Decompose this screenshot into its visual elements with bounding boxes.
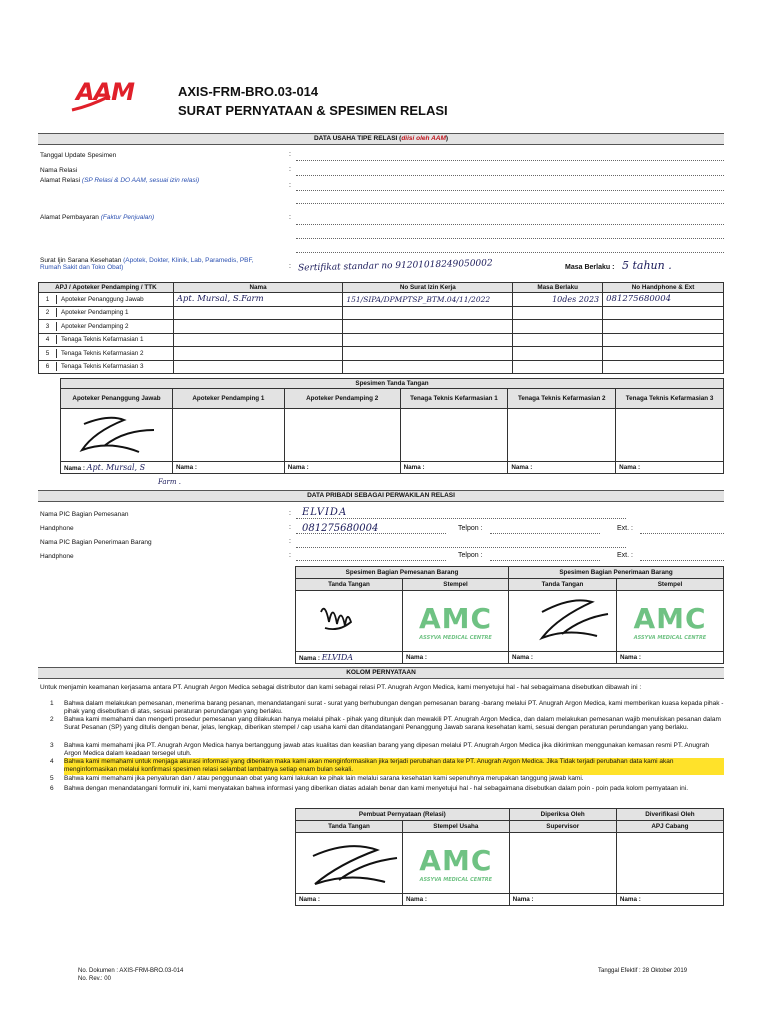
label-alamat-relasi: Alamat Relasi (SP Relasi & DO AAM, sesuai izin relasi) [40, 177, 200, 184]
input-ext[interactable] [640, 533, 724, 534]
table-row: 1 Apoteker Penanggung Jawab Apt. Mursal, S.Farm 151/SIPA/DPMPTSP_BTM.04/11/2022 10des 2023 081275680004 [39, 293, 724, 307]
footer-effective: Tanggal Efektif : 28 Oktober 2019 [598, 968, 688, 974]
input-alamat-pembayaran-3[interactable] [296, 252, 724, 253]
signature-mark [299, 592, 399, 648]
cell-sik[interactable] [343, 306, 513, 320]
label-handphone: Handphone [40, 525, 74, 532]
form-code: AXIS-FRM-BRO.03-014 [178, 84, 319, 99]
label-pic-penerimaan: Nama PIC Bagian Penerimaan Barang [40, 539, 152, 546]
label-surat-izin: Surat Ijin Sarana Kesehatan (Apotek, Dokter, Klinik, Lab, Paramedis, PBF, Rumah Sakit dan Toko Obat) [40, 257, 254, 271]
col-apj: APJ / Apoteker Pendamping / TTK [39, 283, 174, 293]
cell-sik[interactable]: 151/SIPA/DPMPTSP_BTM.04/11/2022 [343, 293, 513, 307]
pic-spesimen-table: Spesimen Bagian Pemesanan Barang Spesimen Bagian Penerimaan Barang Tanda Tangan Stempel Tanda Tangan Stempel AMC ASSYVA MEDICAL CENTRE AMC ASSYVA MEDICAL CENTRE Nama : ELVIDA Nama : Nama : Nama : [295, 566, 724, 664]
cell-hp[interactable] [603, 320, 724, 334]
cell-sik[interactable] [343, 360, 513, 374]
aam-logo [70, 80, 150, 110]
pernyataan-sign-table: Pembuat Pernyataan (Relasi) Diperiksa Oleh Diverifikasi Oleh Tanda Tangan Stempel Usaha Supervisor APJ Cabang AMC ASSYVA MEDICAL CENTRE Nama : Nama : Nama : Nama : [295, 808, 724, 906]
input-alamat-pembayaran-2[interactable] [296, 238, 724, 239]
cell-nama[interactable] [173, 347, 343, 361]
pernyataan-1: Bahwa dalam melakukan pemesanan, menerima barang pesanan, menandatangani surat - surat yang berhubungan dengan pemesanan barang -barang melalui PT. Anugrah Argon Medica, kami memberikan kuasa kepada pihak - pihak yang disebutkan di atas, sesuai peraturan perundangan yang berlaku. [64, 700, 724, 716]
input-alamat-relasi-2[interactable] [296, 203, 724, 204]
input-alamat-relasi-1[interactable] [296, 190, 724, 191]
spesimen-table: Spesimen Tanda Tangan Apoteker Penanggung Jawab Apoteker Pendamping 1 Apoteker Pendamping 2 Tenaga Teknis Kefarmasian 1 Tenaga Teknis Kefarmasian 2 Tenaga Teknis Kefarmasian 3 Nama : Apt. Mursal, S Nama : Nama : Nama : Nama : Nama : [60, 378, 724, 474]
table-row: 2 Apoteker Pendamping 1 [39, 306, 724, 320]
section-data-usaha: DATA USAHA TIPE RELASI (diisi oleh AAM) [38, 133, 724, 145]
cell-nama[interactable] [173, 333, 343, 347]
table-row: 3 Apoteker Pendamping 2 [39, 320, 724, 334]
table-row: 5 Tenaga Teknis Kefarmasian 2 [39, 347, 724, 361]
cell-hp[interactable] [603, 360, 724, 374]
input-tanggal[interactable] [296, 160, 724, 161]
pernyataan-6: Bahwa dengan menandatangani formulir ini, kami menyatakan bahwa informasi yang diberikan diatas adalah benar dan kami menyetujui hal - hal sebagaimana disebutkan dalam poin - poin pada kolom pernyataan ini. [64, 785, 689, 792]
apj-name-cont: Farm . [158, 478, 181, 486]
pernyataan-5: Bahwa kami memahami jika penyaluran dan / atau penggunaan obat yang kami lakukan ke pihak lain melalui sarana kesehatan kami sepenuhnya merupakan tanggung jawab kami. [64, 775, 584, 782]
signature-pendamping-2[interactable] [284, 409, 400, 462]
masa-berlaku-value[interactable]: 5 tahun . [622, 259, 672, 272]
stamp-penerimaan [616, 591, 723, 652]
logo-text: AAM [76, 78, 135, 106]
cell-masa[interactable] [513, 320, 603, 334]
signature-mark [512, 592, 612, 648]
pic-name: ELVIDA [321, 653, 354, 662]
footer-rev: No. Rev.: 00 [78, 976, 111, 982]
section-kolom-pernyataan: KOLOM PERNYATAAN [38, 667, 724, 679]
cell-masa[interactable] [513, 333, 603, 347]
cell-nama[interactable] [173, 320, 343, 334]
pernyataan-3: Bahwa kami memahami jika PT. Anugrah Argon Medica hanya bertanggung jawab atas kualitas dan keaslian barang yang dipesan melalui PT. Anugrah Argon Medica jika dikirimkan menggunakan kemasan resmi PT. Anugrah Argon Medica dalam keadaan tersegel utuh. [64, 742, 709, 758]
signature-ttk-1[interactable] [400, 409, 508, 462]
pernyataan-4: Bahwa kami memahami untuk menjaga akurasi informasi yang diberikan maka kami akan menginformasikan jika terjadi perubahan data ke PT. Anugrah Argon Medica. Jika Tidak terjadi perubahan data kami akan menginformasikan melalui konfirmasi spesimen relasi selambat lambatnya setiap enam bulan sekali. [64, 758, 724, 775]
col-hp: No Handphone & Ext [603, 283, 724, 293]
stamp-pemesanan [403, 591, 509, 652]
input-ext-2[interactable] [640, 560, 724, 561]
cell-masa[interactable] [513, 306, 603, 320]
cell-masa[interactable] [513, 360, 603, 374]
table-row: 4 Tenaga Teknis Kefarmasian 1 [39, 333, 724, 347]
signature-mark [299, 834, 399, 890]
amc-stamp: AMC ASSYVA MEDICAL CENTRE [418, 601, 493, 641]
col-masa: Masa Berlaku [513, 283, 603, 293]
apj-table [38, 282, 724, 374]
signature-apj-cabang[interactable] [616, 833, 723, 894]
signature-apj[interactable] [61, 409, 173, 462]
spesimen-title: Spesimen Tanda Tangan [61, 379, 724, 389]
signature-supervisor[interactable] [509, 833, 616, 894]
cell-hp[interactable]: 081275680004 [603, 293, 724, 307]
section-data-pribadi: DATA PRIBADI SEBAGAI PERWAKILAN RELASI [38, 490, 724, 502]
input-alamat-pembayaran-1[interactable] [296, 224, 724, 225]
pernyataan-intro: Untuk menjamin keamanan kerjasama antara PT. Anugrah Argon Medica sebagai distributor dan kami sebagai relasi PT. Anugrah Argon Medica, kami menyetujui hal - hal sebagaimana disebutkan dibawah ini : [40, 684, 642, 691]
label-pic-pemesanan: Nama PIC Bagian Pemesanan [40, 511, 129, 518]
label-nama-relasi: Nama Relasi [40, 167, 78, 174]
stamp-usaha [403, 833, 510, 894]
pic-pemesanan-value[interactable]: ELVIDA [302, 507, 348, 518]
cell-nama[interactable] [173, 306, 343, 320]
handphone-value[interactable]: 081275680004 [302, 523, 379, 534]
label-masa-berlaku: Masa Berlaku : [565, 264, 615, 271]
signature-ttk-3[interactable] [616, 409, 724, 462]
input-telpon-2[interactable] [490, 560, 600, 561]
signature-penerimaan[interactable] [509, 591, 617, 652]
table-row: 6 Tenaga Teknis Kefarmasian 3 [39, 360, 724, 374]
input-pic-pemesanan[interactable] [296, 518, 626, 519]
input-nama-relasi[interactable] [296, 175, 724, 176]
input-pic-penerimaan[interactable] [296, 547, 626, 548]
signature-relasi[interactable] [296, 833, 403, 894]
label-alamat-pembayaran: Alamat Pembayaran (Faktur Penjualan) [40, 214, 155, 221]
col-sik: No Surat Izin Kerja [343, 283, 513, 293]
cell-hp[interactable] [603, 333, 724, 347]
signature-pemesanan[interactable] [296, 591, 403, 652]
label-tanggal: Tanggal Update Spesimen [40, 152, 117, 159]
cell-nama[interactable]: Apt. Mursal, S.Farm [173, 293, 343, 307]
col-nama: Nama [173, 283, 343, 293]
input-telpon[interactable] [490, 533, 600, 534]
cell-nama[interactable] [173, 360, 343, 374]
signature-mark [64, 410, 164, 458]
cell-masa[interactable] [513, 347, 603, 361]
surat-izin-value[interactable]: Sertifikat standar no 91201018249050002 [297, 258, 493, 274]
amc-stamp: AMC ASSYVA MEDICAL CENTRE [633, 601, 707, 641]
cell-masa[interactable]: 10des 2023 [513, 293, 603, 307]
label-handphone-2: Handphone [40, 553, 74, 560]
input-handphone-2[interactable] [296, 560, 446, 561]
cell-sik[interactable] [343, 347, 513, 361]
form-title: SURAT PERNYATAAN & SPESIMEN RELASI [178, 103, 448, 118]
amc-stamp: AMC ASSYVA MEDICAL CENTRE [419, 843, 493, 883]
apj-name: Apt. Mursal, S [86, 463, 146, 472]
cell-sik[interactable] [343, 320, 513, 334]
footer-doc-no: No. Dokumen : AXIS-FRM-BRO.03-014 [78, 968, 184, 974]
cell-hp[interactable] [603, 306, 724, 320]
signature-ttk-2[interactable] [508, 409, 616, 462]
cell-sik[interactable] [343, 333, 513, 347]
pernyataan-2: Bahwa kami memahami dan mengerti prosedur pemesanan yang dilakukan hanya melalui pihak - pihak yang ditunjuk dan mewakili PT. Anugrah Argon Medica, dan dalam melakukan pemesanan wajib menuliskan pesanan dalam Surat Pesanan (SP) yang ditulis dengan benar, jelas, lengkap, diberikan stempel / cap usaha kami dan ditandatangani Penanggung Jawab sarana kesehatan kami, sesuai dengan peraturan perundangan yang berlaku. [64, 716, 721, 732]
signature-pendamping-1[interactable] [172, 409, 284, 462]
cell-hp[interactable] [603, 347, 724, 361]
